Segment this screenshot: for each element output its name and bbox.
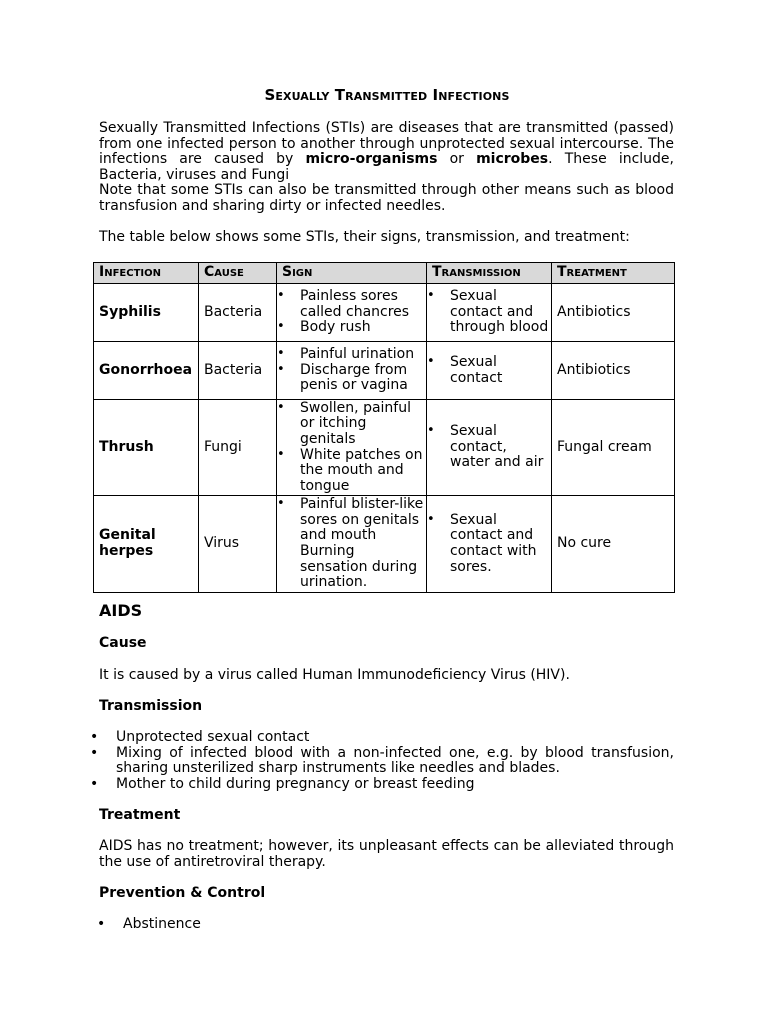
header-sign: Sign xyxy=(277,263,427,284)
table-intro-paragraph: The table below shows some STIs, their signs, transmission, and treatment: xyxy=(99,229,630,245)
list-item: • Mixing of infected blood with a non-infected one, e.g. by blood transfusion, sharing unsterilized sharp instruments like needles and blades. xyxy=(90,746,674,777)
transmission-item: • Sexual contact and contact with sores. xyxy=(427,513,549,575)
sign-cell xyxy=(277,342,427,400)
intro-paragraph xyxy=(99,121,674,183)
cause-heading: Cause xyxy=(99,635,147,651)
treatment-cell: Antibiotics xyxy=(552,342,675,400)
header-infection: Infection xyxy=(94,263,199,284)
note-paragraph: Note that some STIs can also be transmitted through other means such as blood transfusion and sharing dirty or infected needles. xyxy=(99,182,674,214)
transmission-list xyxy=(90,730,674,792)
infection-cell: Gonorrhoea xyxy=(94,342,199,400)
infection-cell: Thrush xyxy=(94,400,199,496)
transmission-cell xyxy=(427,342,552,400)
sign-item: • Painful blister-like sores on genitals and mouth Burning sensation during urination. xyxy=(277,497,424,591)
list-item: • Mother to child during pregnancy or breast feeding xyxy=(90,777,674,793)
sign-item: • Painless sores called chancres xyxy=(277,289,424,320)
cause-cell: Fungi xyxy=(199,400,277,496)
table-row xyxy=(94,496,675,593)
treatment-cell: Antibiotics xyxy=(552,284,675,342)
transmission-heading: Transmission xyxy=(99,698,203,714)
cause-cell: Virus xyxy=(199,496,277,593)
intro-text-a: Sexually Transmitted Infections (STIs) are diseases that are transmitted (passed) from one infected person to another through unprotected sexual intercourse. The infections are caused by xyxy=(99,120,674,168)
cause-cell: Bacteria xyxy=(199,284,277,342)
prevention-list xyxy=(97,917,201,933)
sign-cell xyxy=(277,400,427,496)
treatment-cell: No cure xyxy=(552,496,675,593)
transmission-cell xyxy=(427,284,552,342)
intro-bold-microbes: microbes xyxy=(476,151,549,168)
intro-bold-microorganisms: micro-organisms xyxy=(305,151,438,168)
transmission-cell xyxy=(427,496,552,593)
sign-item: • Body rush xyxy=(277,320,424,336)
header-transmission: Transmission xyxy=(427,263,552,284)
infection-cell: Syphilis xyxy=(94,284,199,342)
transmission-cell xyxy=(427,400,552,496)
transmission-item: • Sexual contact and through blood xyxy=(427,289,549,336)
sign-item: • Painful urination xyxy=(277,347,424,363)
aids-heading: AIDS xyxy=(99,601,143,620)
sign-cell xyxy=(277,496,427,593)
header-treatment: Treatment xyxy=(552,263,675,284)
treatment-text: AIDS has no treatment; however, its unpleasant effects can be alleviated through the use of antiretroviral therapy. xyxy=(99,838,674,870)
list-item: • Abstinence xyxy=(97,917,201,933)
table-header-row xyxy=(94,263,675,284)
list-item: • Unprotected sexual contact xyxy=(90,730,674,746)
intro-text-c: or xyxy=(437,151,477,168)
treatment-cell: Fungal cream xyxy=(552,400,675,496)
table-row xyxy=(94,284,675,342)
intro-text-d: . These include, Bacteria, viruses and Fungi xyxy=(99,151,674,183)
sign-item: • White patches on the mouth and tongue xyxy=(277,448,424,495)
sign-item: • Swollen, painful or itching genitals xyxy=(277,401,424,448)
cause-text: It is caused by a virus called Human Immunodeficiency Virus (HIV). xyxy=(99,667,570,683)
transmission-item: • Sexual contact xyxy=(427,355,549,386)
transmission-item: • Sexual contact, water and air xyxy=(427,424,549,471)
header-cause: Cause xyxy=(199,263,277,284)
table-row xyxy=(94,400,675,496)
sign-item: • Discharge from penis or vagina xyxy=(277,363,424,394)
prevention-heading: Prevention & Control xyxy=(99,885,266,901)
table-row xyxy=(94,342,675,400)
infection-cell: Genital herpes xyxy=(94,496,199,593)
cause-cell: Bacteria xyxy=(199,342,277,400)
treatment-heading: Treatment xyxy=(99,807,181,823)
page-title: Sexually Transmitted Infections xyxy=(264,86,510,104)
sti-table xyxy=(93,262,675,593)
sign-cell xyxy=(277,284,427,342)
